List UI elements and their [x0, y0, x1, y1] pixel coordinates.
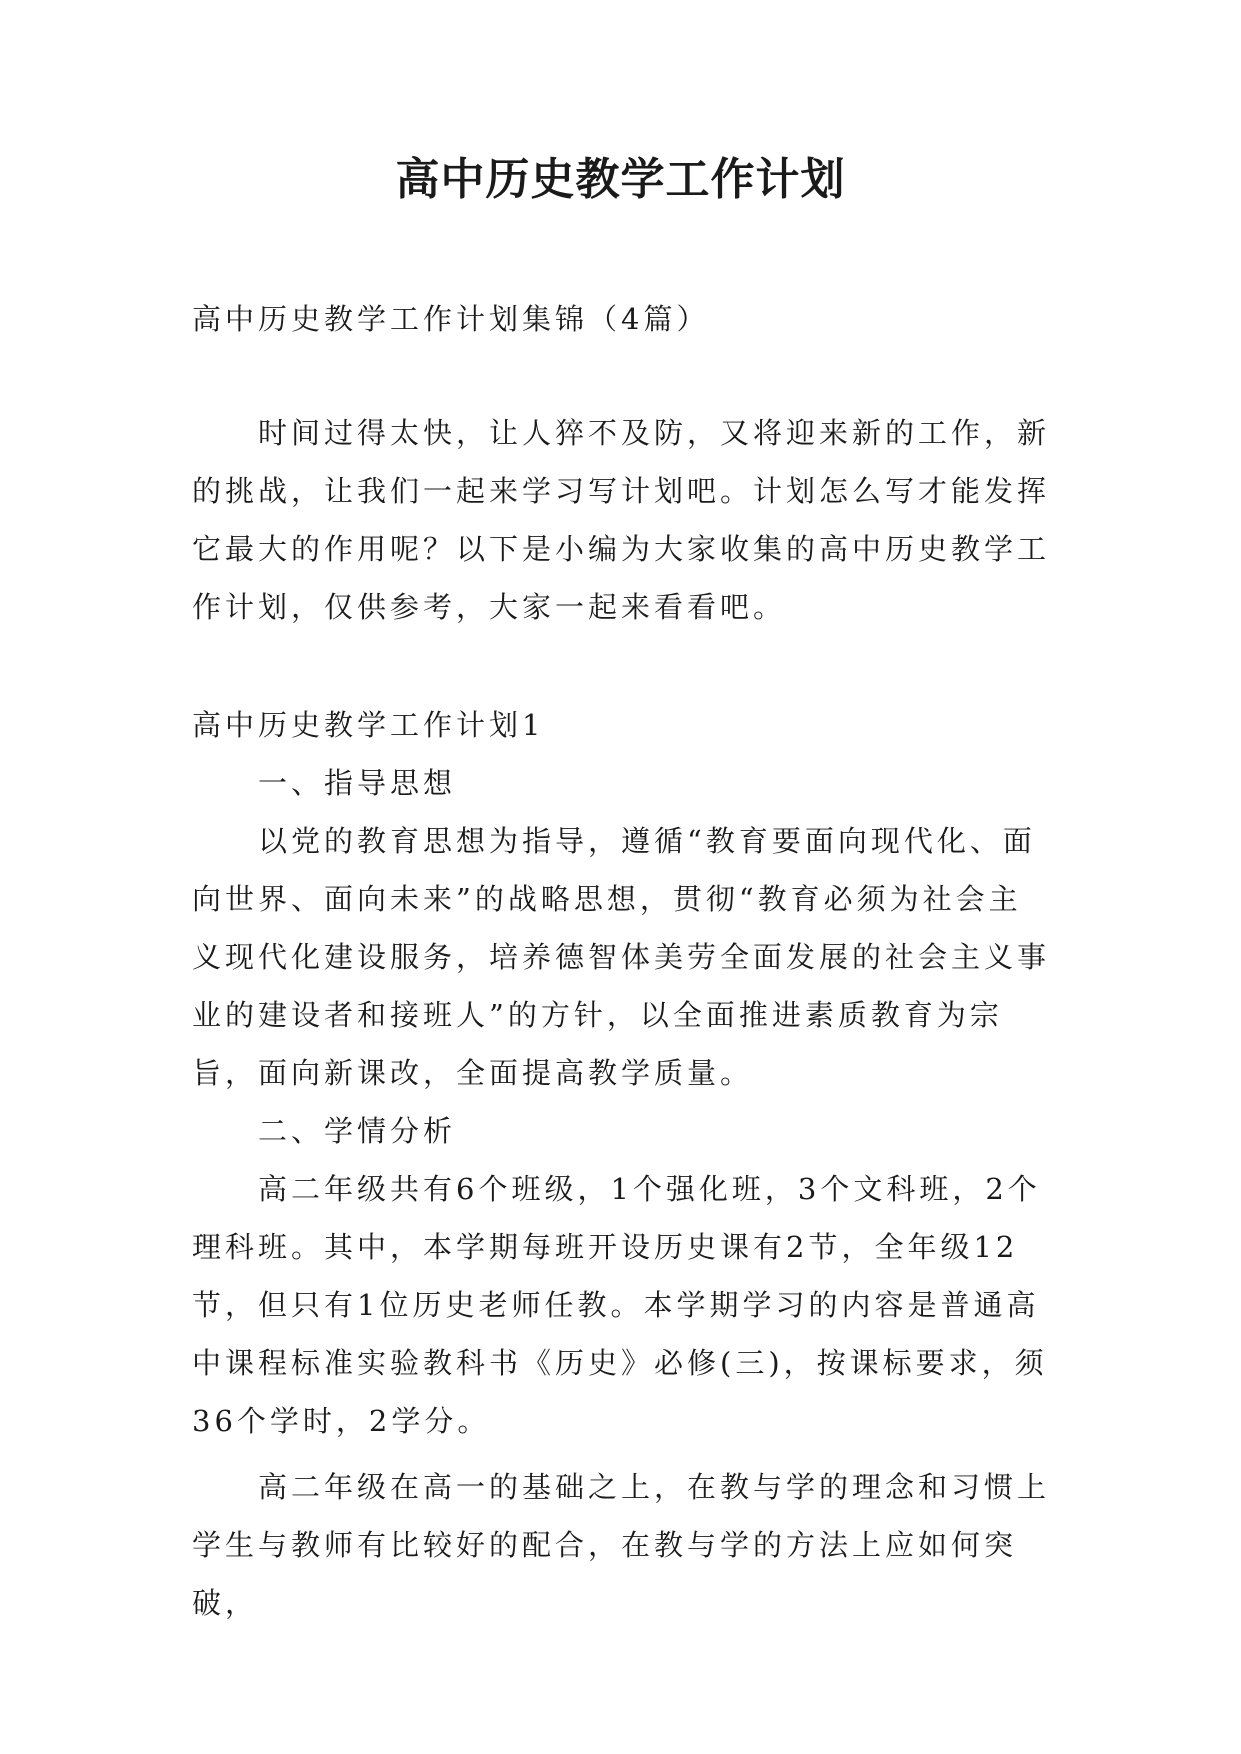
- document-body: [192, 290, 1050, 1632]
- intro-paragraph: 时间过得太快，让人猝不及防，又将迎来新的工作，新的挑战，让我们一起来学习写计划吧。计划怎么写才能发挥它最大的作用呢？以下是小编为大家收集的高中历史教学工作计划，仅供参考，大家一起来看看吧。: [192, 416, 1051, 624]
- section-heading-student-analysis: 二、学情分析: [258, 1114, 457, 1148]
- student-analysis-paragraph-1: 高二年级共有6个班级，1个强化班，3个文科班，2个理科班。其中，本学期每班开设历史课有2节，全年级12节，但只有1位历史老师任教。本学期学习的内容是普通高中课程标准实验教科书《历史》必修(三)，按课标要求，须36个学时，2学分。: [192, 1172, 1048, 1438]
- student-analysis-paragraph-2: 高二年级在高一的基础之上，在教与学的理念和习惯上学生与教师有比较好的配合，在教与学的方法上应如何突破，: [192, 1470, 1051, 1620]
- plan-heading: 高中历史教学工作计划1: [192, 708, 545, 742]
- document-subtitle: 高中历史教学工作计划集锦（4篇）: [192, 302, 710, 336]
- document-title: 高中历史教学工作计划: [395, 154, 846, 205]
- guiding-ideology-paragraph: 以党的教育思想为指导，遵循“教育要面向现代化、面向世界、面向未来”的战略思想，贯彻“教育必须为社会主义现代化建设服务，培养德智体美劳全面发展的社会主义事业的建设者和接班人”的方针，以全面推进素质教育为宗旨，面向新课改，全面提高教学质量。: [192, 824, 1051, 1090]
- section-heading-guiding-ideology: 一、指导思想: [258, 766, 457, 800]
